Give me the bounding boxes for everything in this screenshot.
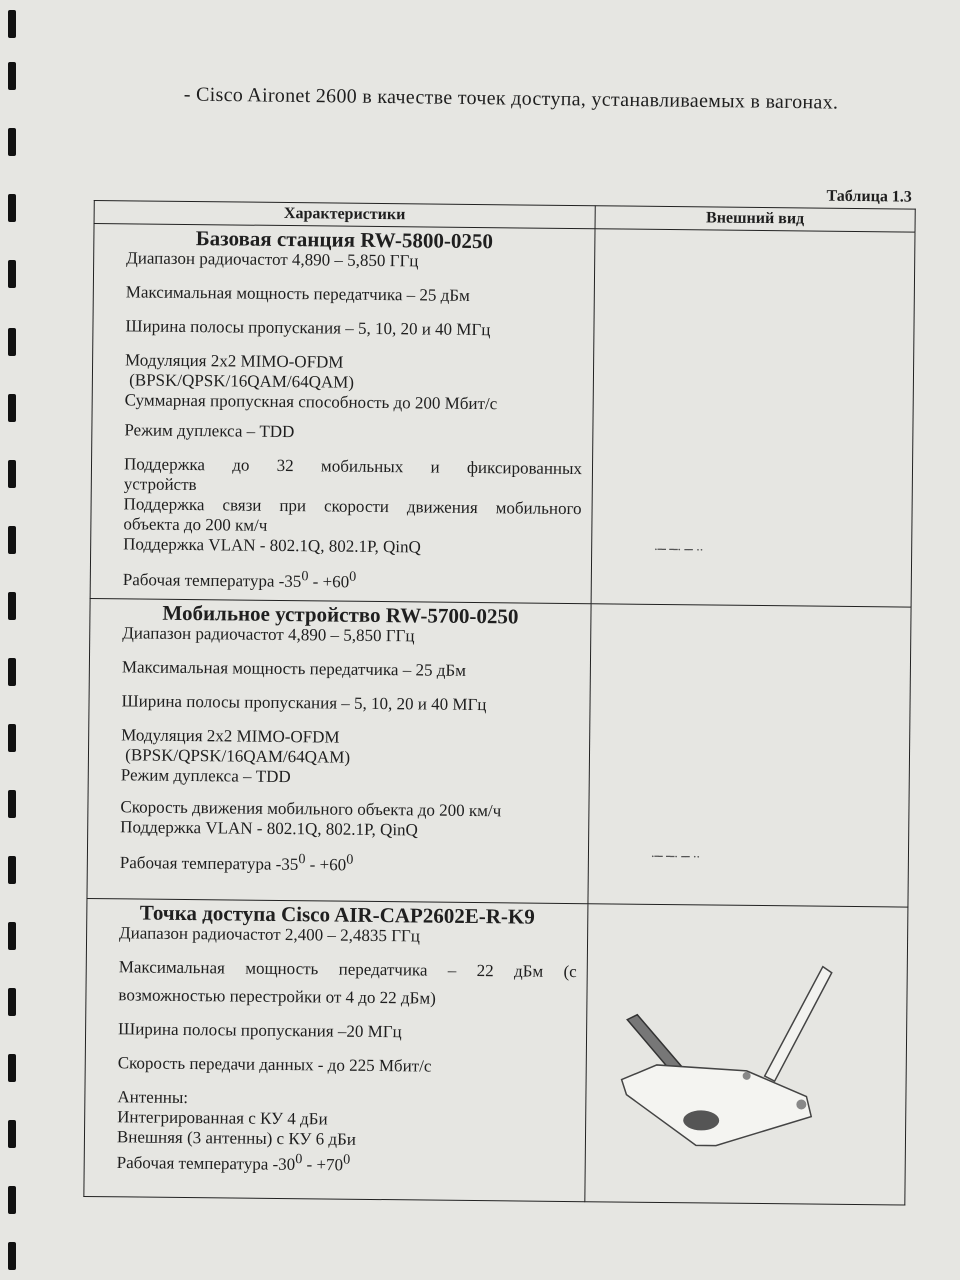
- spec-line: возможностью перестройки от 4 до 22 дБм): [118, 985, 436, 1008]
- section-title: Точка доступа Cisco AIR-CAP2602E-R-K9: [139, 900, 535, 929]
- table-caption: Таблица 1.3: [826, 187, 912, 206]
- spec-line: Максимальная мощность передатчика – 22 дБм (с: [118, 957, 577, 982]
- header-characteristics: Характеристики: [94, 201, 595, 229]
- section-access-point: [84, 898, 588, 1201]
- temperature-line: Рабочая температура $-35^0 - +60^0$: [122, 568, 357, 592]
- spec-line: Максимальная мощность передатчика – 25 дБм: [121, 657, 467, 680]
- intro-paragraph: [140, 78, 915, 119]
- access-point-illustration: [606, 944, 849, 1187]
- spec-line: Скорость передачи данных - до 225 Мбит/с: [117, 1053, 432, 1076]
- spec-line: Максимальная мощность передатчика – 25 дБм: [125, 282, 470, 305]
- spec-line: Ширина полосы пропускания –20 МГц: [118, 1019, 402, 1042]
- spec-line: Поддержка VLAN - 802.1Q, 802.1P, QinQ: [123, 534, 421, 557]
- spec-line: Режим дуплекса – TDD: [124, 420, 295, 442]
- spec-line: Интегрированная с КУ 4 дБи: [117, 1107, 328, 1129]
- spec-line: Поддержка связи при скорости движения мобильного: [123, 494, 582, 519]
- temperature-line: Рабочая температура $-35^0 - +60^0$: [119, 851, 354, 875]
- spec-table-wrapper: [83, 180, 916, 1206]
- mobile-device-image: .ــ .ــ ــ ..: [588, 604, 911, 907]
- spec-line: (BPSK/QPSK/16QAM/64QAM): [124, 370, 355, 392]
- table-row: [84, 898, 908, 1205]
- spec-line: Скорость движения мобильного объекта до 200 км/ч: [120, 797, 502, 821]
- spec-line: Антенны:: [117, 1087, 189, 1108]
- spec-line: Модуляция 2x2 MIMO-OFDM: [125, 350, 344, 372]
- table-row: [90, 224, 915, 608]
- section-mobile-device: [87, 598, 591, 903]
- spec-line: Диапазон радиочастот 4,890 – 5,850 ГГц: [122, 623, 415, 646]
- spec-line: Диапазон радиочастот 2,400 – 2,4835 ГГц: [119, 923, 420, 946]
- table-row: [87, 598, 911, 907]
- section-base-station: [90, 224, 595, 604]
- spec-table: [83, 200, 915, 1206]
- section-title: Базовая станция RW-5800-0250: [195, 226, 494, 254]
- intro-text: - Cisco Aironet 2600 в качестве точек доступа, устанавливаемых в вагонах.: [183, 83, 839, 114]
- header-appearance: Внешний вид: [595, 206, 915, 232]
- spec-line: Ширина полосы пропускания – 5, 10, 20 и 40 МГц: [125, 316, 491, 340]
- temperature-line: Рабочая температура $-30^0 - +70^0$: [116, 1151, 351, 1175]
- spec-line: Поддержка до 32 мобильных и фиксированных: [123, 454, 583, 479]
- section-title: Мобильное устройство RW-5700-0250: [162, 600, 519, 629]
- spec-line: объекта до 200 км/ч: [123, 514, 268, 535]
- spec-line: Внешняя (3 антенны) с КУ 6 дБи: [116, 1127, 357, 1149]
- base-station-image: .ــ .ــ ــ ..: [591, 229, 915, 607]
- spec-line: (BPSK/QPSK/16QAM/64QAM): [120, 745, 351, 767]
- spec-line: Ширина полосы пропускания – 5, 10, 20 и 40 МГц: [121, 691, 487, 715]
- spec-line: устройств: [123, 474, 197, 495]
- spec-line: Диапазон радиочастот 4,890 – 5,850 ГГц: [126, 248, 419, 271]
- access-point-image: [585, 904, 908, 1205]
- binding-holes: [6, 10, 20, 1270]
- spec-line: Модуляция 2x2 MIMO-OFDM: [121, 725, 340, 747]
- spec-line: Режим дуплекса – TDD: [120, 765, 291, 787]
- spec-line: Поддержка VLAN - 802.1Q, 802.1P, QinQ: [120, 817, 418, 840]
- spec-line: Суммарная пропускная способность до 200 Мбит/с: [124, 390, 498, 414]
